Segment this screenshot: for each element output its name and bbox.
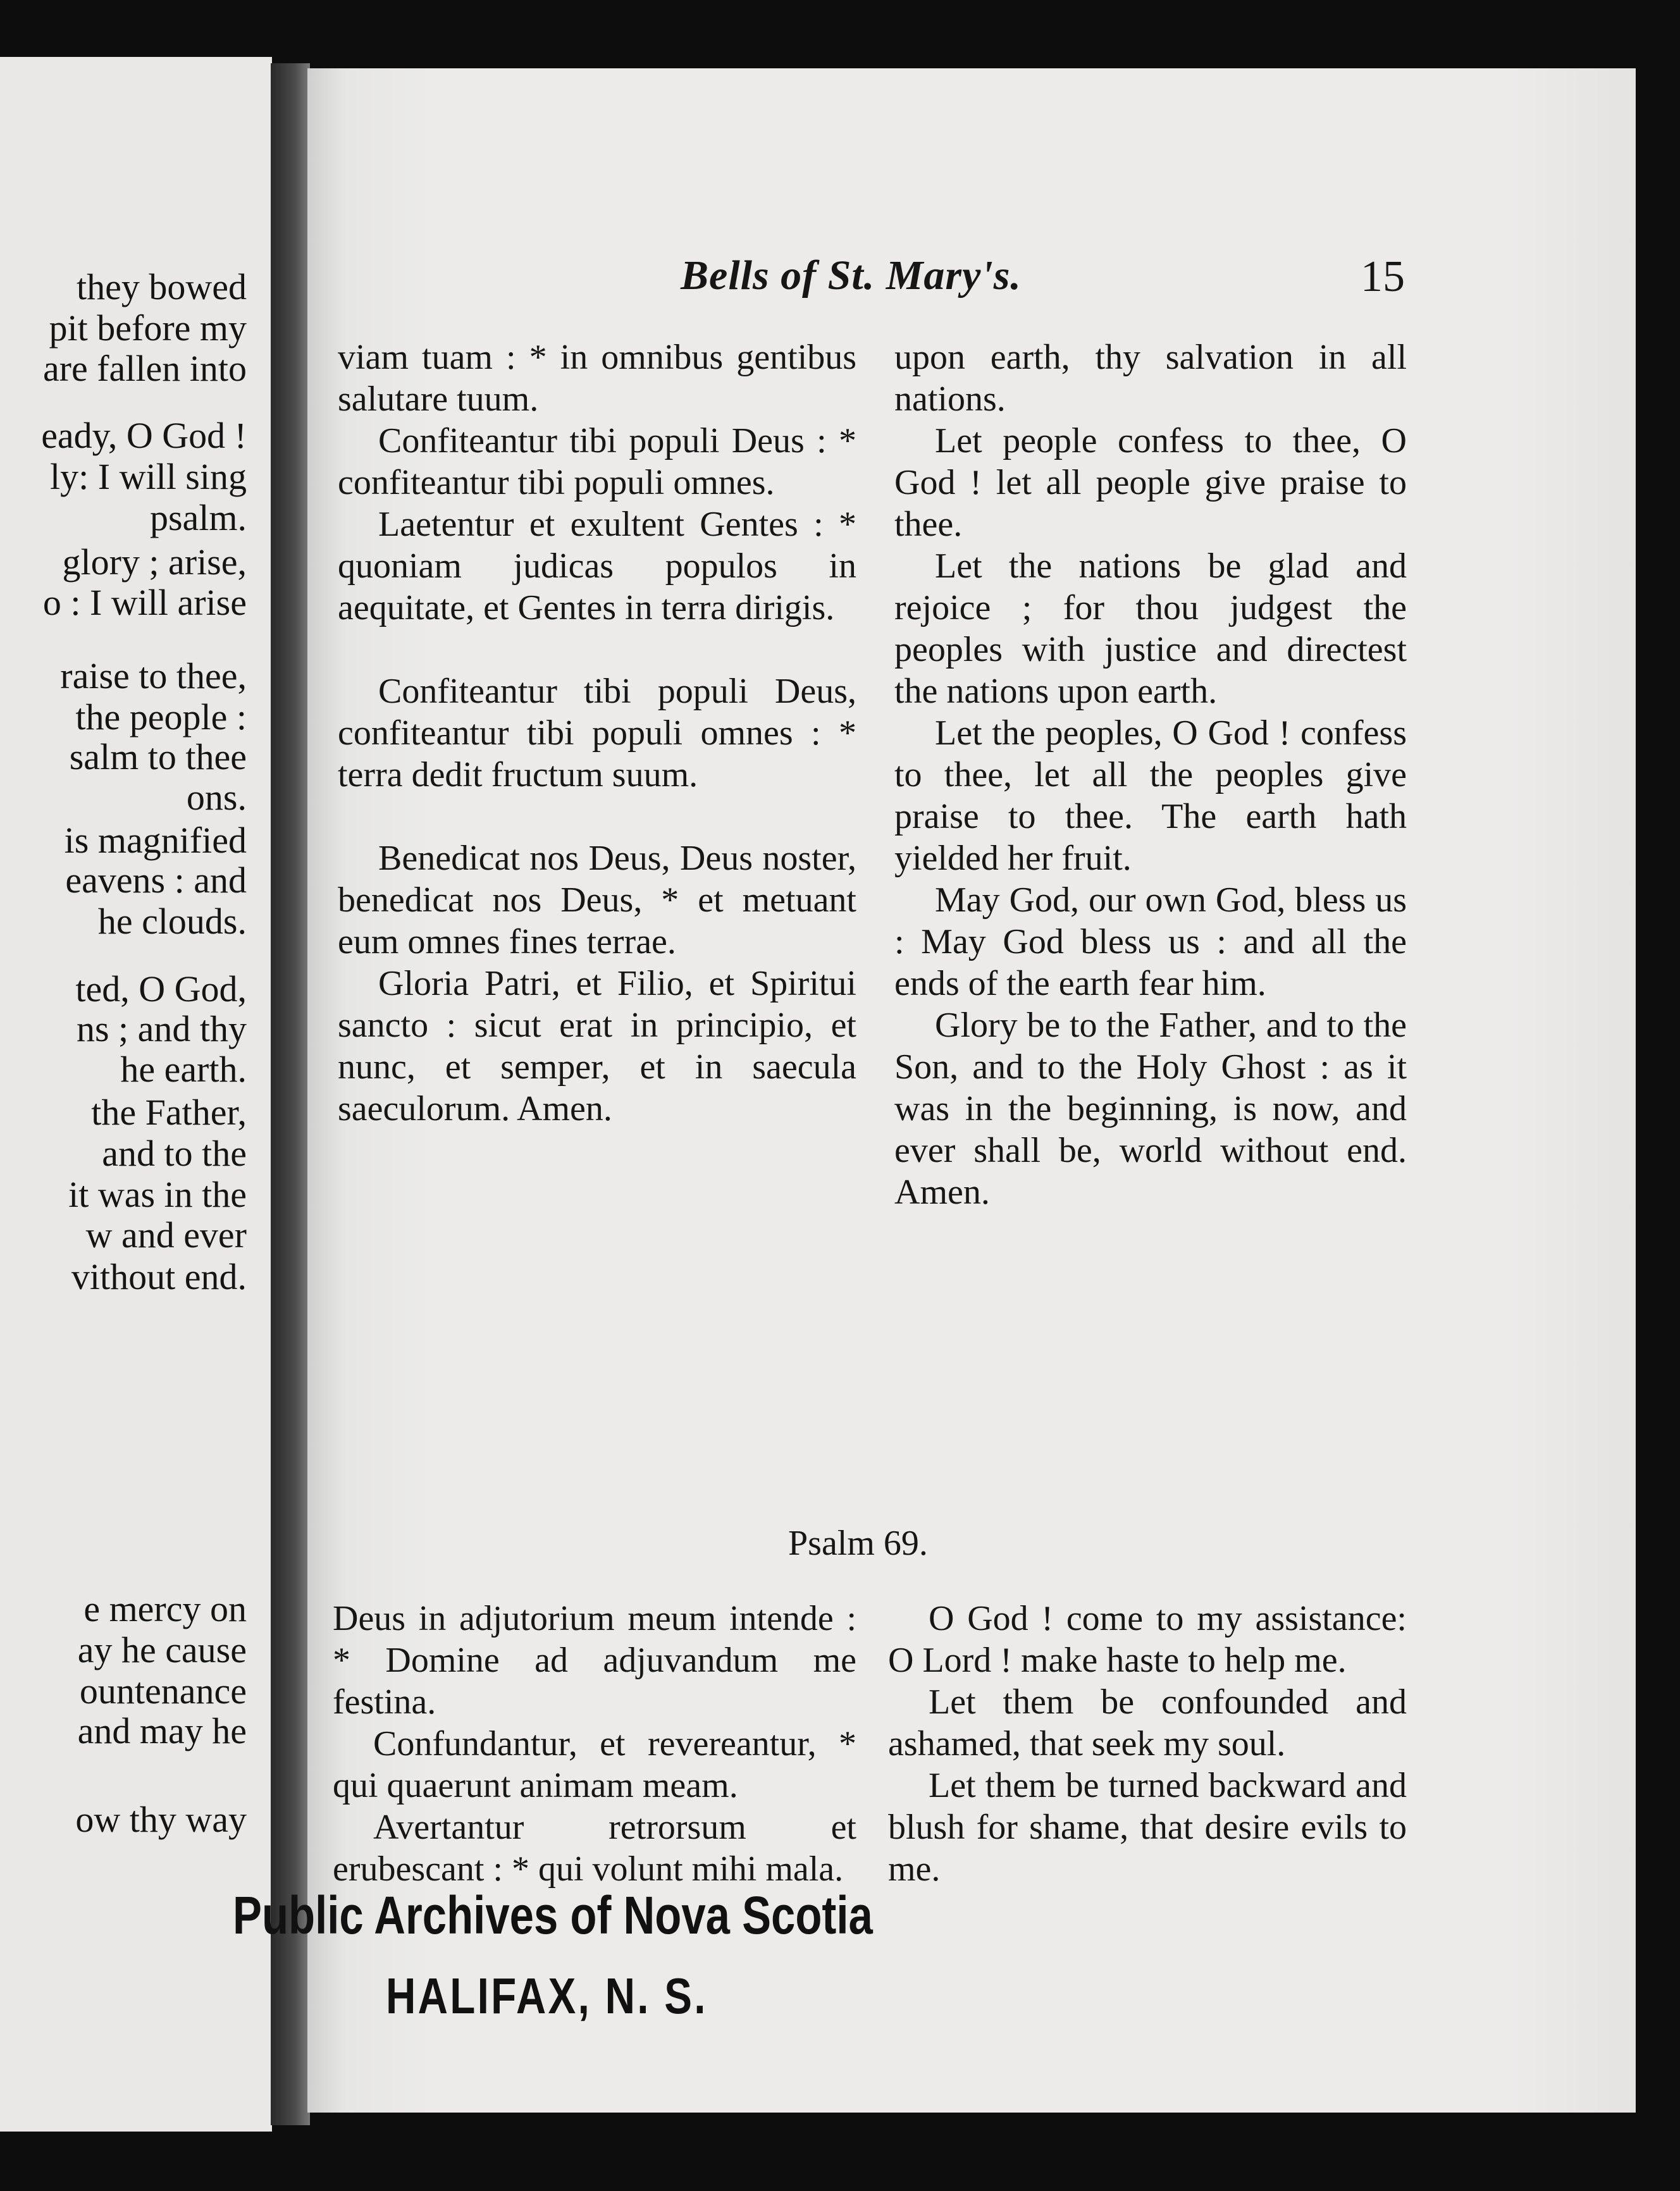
left-page-line: they bowed xyxy=(77,266,247,307)
left-page-line: vithout end. xyxy=(71,1256,247,1297)
left-page-line: pit before my xyxy=(49,307,247,349)
verse-paragraph: Laetentur et exultent Gentes : * quoniam judicas populos in aequitate, et Gentes in terra dirigis. xyxy=(338,505,856,627)
english-column-top xyxy=(894,336,1407,1213)
left-page-line: eady, O God ! xyxy=(41,415,247,456)
left-page-line: ow thy way xyxy=(75,1799,247,1840)
left-page-line: are fallen into xyxy=(42,348,247,389)
left-page-line: is magnified xyxy=(64,820,247,861)
verse-paragraph: Confiteantur tibi populi Deus, confiteantur tibi populi omnes : * terra dedit fructum suum. xyxy=(338,672,856,794)
verse-paragraph: Confundantur, et revereantur, * qui quaerunt animam meam. xyxy=(333,1724,856,1805)
latin-column-bottom xyxy=(333,1598,856,1890)
previous-page-fragment xyxy=(0,57,272,2132)
left-page-line: psalm. xyxy=(149,497,247,538)
left-page-line: eavens : and xyxy=(65,860,247,901)
left-page-line: he clouds. xyxy=(97,901,247,942)
verse-paragraph: viam tuam : * in omnibus gentibus salutare tuum. xyxy=(338,338,856,419)
psalm-heading: Psalm 69. xyxy=(788,1524,928,1563)
left-page-line: ons. xyxy=(186,777,247,818)
left-page-line: it was in the xyxy=(68,1174,247,1215)
verse-paragraph: May God, our own God, bless us : May God bless us : and all the ends of the earth fear him. xyxy=(894,880,1407,1003)
archive-stamp-line-1: Public Archives of Nova Scotia xyxy=(233,1885,873,1945)
left-page-line: raise to thee, xyxy=(60,655,247,696)
verse-paragraph: upon earth, thy salvation in all nations. xyxy=(894,338,1407,419)
verse-paragraph: Avertantur retrorsum et erubescant : * qui volunt mihi mala. xyxy=(333,1808,856,1889)
verse-paragraph: O God ! come to my assistance: O Lord ! make haste to help me. xyxy=(888,1599,1407,1680)
left-page-line: e mercy on xyxy=(83,1588,247,1629)
verse-paragraph: Deus in adjutorium meum intende : * Domine ad adjuvandum me festina. xyxy=(333,1599,856,1722)
left-page-line: ns ; and thy xyxy=(76,1008,247,1049)
left-page-line: w and ever xyxy=(85,1214,247,1256)
left-page-line: the Father, xyxy=(91,1092,247,1133)
book-page xyxy=(307,68,1636,2113)
running-title: Bells of St. Mary's. xyxy=(681,252,1022,299)
page-number: 15 xyxy=(1361,252,1405,301)
left-page-line: he earth. xyxy=(120,1049,247,1090)
verse-paragraph: Glory be to the Father, and to the Son, and to the Holy Ghost : as it was in the beginning, is now, and ever shall be, world without end. Amen. xyxy=(894,1006,1407,1212)
verse-paragraph: Gloria Patri, et Filio, et Spiritui sancto : sicut erat in principio, et nunc, et semper, et in saecula saeculorum. Amen. xyxy=(338,964,856,1128)
left-page-line: ted, O God, xyxy=(75,968,247,1009)
verse-paragraph: Let people confess to thee, O God ! let all people give praise to thee. xyxy=(894,421,1407,544)
paragraph-gap xyxy=(338,629,856,670)
verse-paragraph: Let the nations be glad and rejoice ; for thou judgest the peoples with justice and directest the nations upon earth. xyxy=(894,546,1407,711)
left-page-line: o : I will arise xyxy=(42,582,247,623)
verse-paragraph: Let them be turned backward and blush for shame, that desire evils to me. xyxy=(888,1766,1407,1889)
left-page-line: the people : xyxy=(75,696,247,738)
left-page-line: glory ; arise, xyxy=(62,541,247,583)
verse-paragraph: Benedicat nos Deus, Deus noster, benedicat nos Deus, * et metuant eum omnes fines terrae. xyxy=(338,839,856,961)
verse-paragraph: Confiteantur tibi populi Deus : * confiteantur tibi populi omnes. xyxy=(338,421,856,502)
left-page-line: salm to thee xyxy=(69,736,247,777)
left-page-line: ly: I will sing xyxy=(50,456,247,497)
book-spine-shadow xyxy=(271,63,310,2125)
latin-column-top xyxy=(338,336,856,1130)
left-page-line: and to the xyxy=(102,1133,247,1174)
verse-paragraph: Let them be confounded and ashamed, that seek my soul. xyxy=(888,1682,1407,1763)
paragraph-gap xyxy=(338,796,856,837)
left-page-line: and may he xyxy=(77,1710,247,1751)
english-column-bottom xyxy=(888,1598,1407,1890)
left-page-line: ay he cause xyxy=(77,1629,247,1670)
archive-stamp-line-2: HALIFAX, N. S. xyxy=(386,1968,708,2024)
verse-paragraph: Let the peoples, O God ! confess to thee, let all the peoples give praise to thee. The earth hath yielded her fruit. xyxy=(894,713,1407,878)
left-page-line: ountenance xyxy=(79,1670,247,1712)
